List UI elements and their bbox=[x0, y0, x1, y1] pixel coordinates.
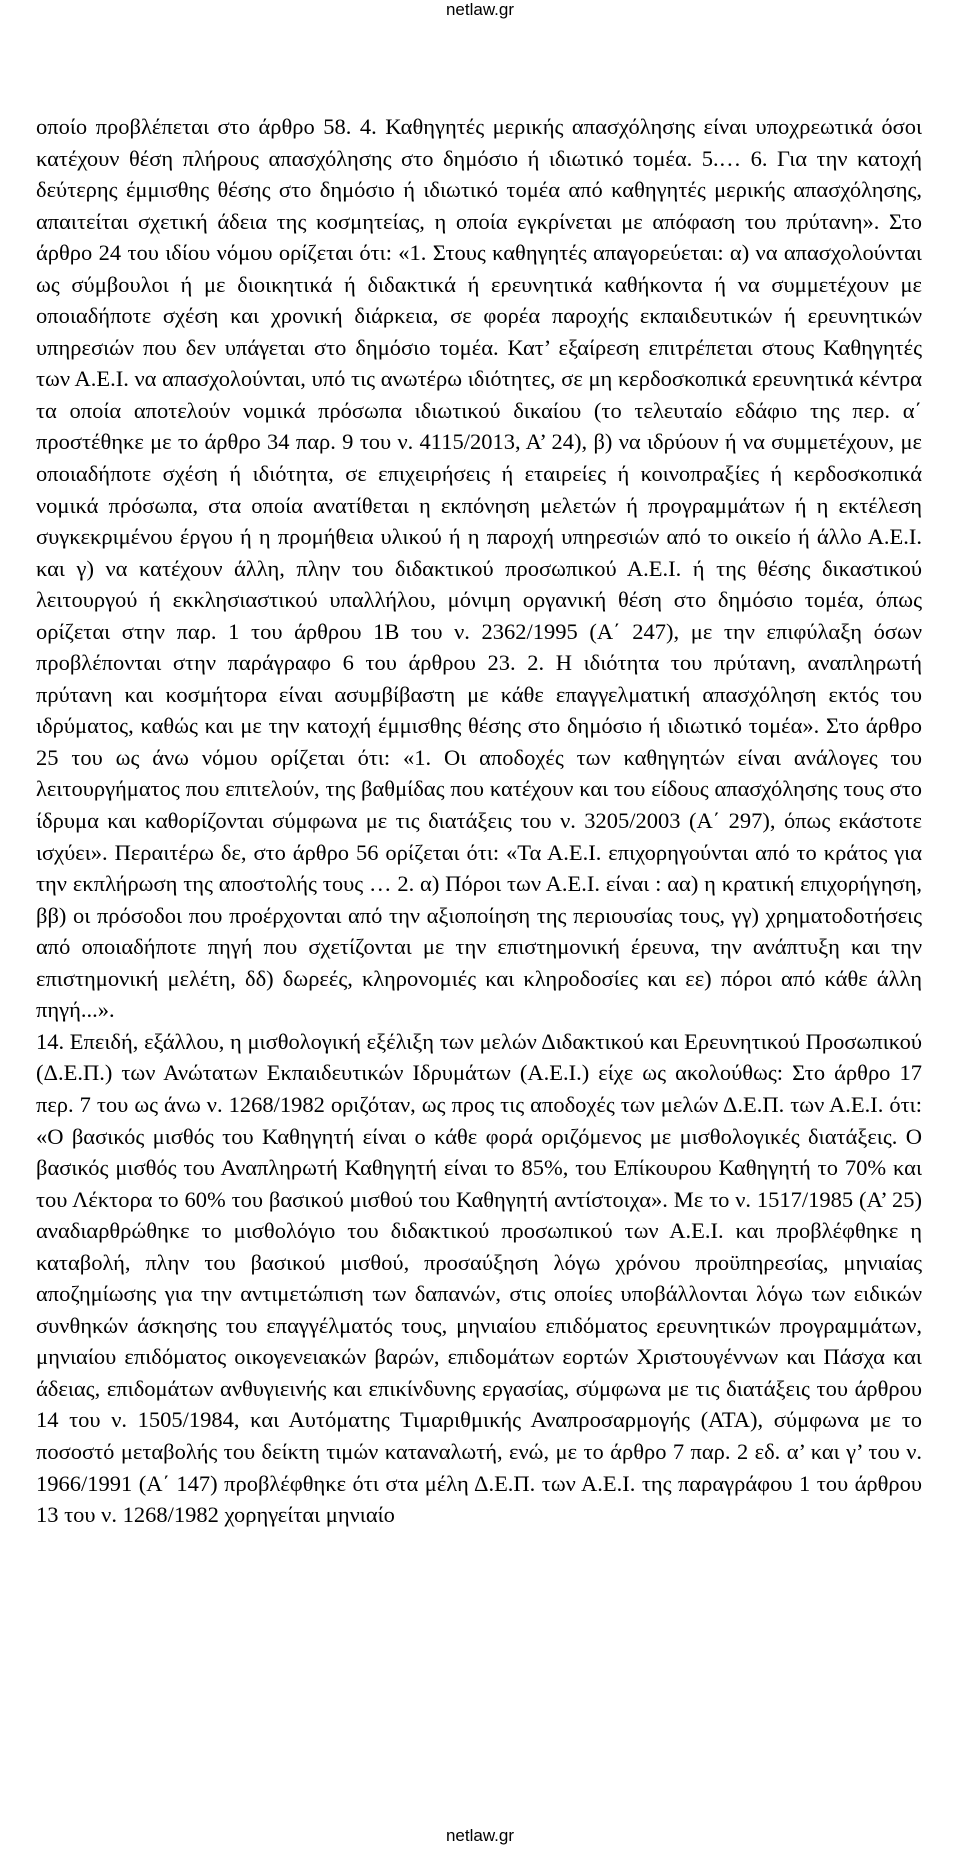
document-body bbox=[36, 111, 922, 1531]
paragraph-14: 14. Επειδή, εξάλλου, η μισθολογική εξέλιξη των μελών Διδακτικού και Ερευνητικού Προσωπικού (Δ.Ε.Π.) των Ανώτατων Εκπαιδευτικών Ιδρυμάτων (Α.Ε.Ι.) είχε ως ακολούθως: Στο άρθρο 17 περ. 7 του ως άνω ν. 1268/1982 οριζόταν, ως προς τις αποδοχές των μελών Δ.Ε.Π. των Α.Ε.Ι. ότι: «Ο βασικός μισθός του Καθηγητή είναι ο κάθε φορά οριζόμενος με μισθολογικές διατάξεις. Ο βασικός μισθός του Αναπληρωτή Καθηγητή είναι το 85%, του Επίκουρου Καθηγητή το 70% και του Λέκτορα το 60% του βασικού μισθού του Καθηγητή αντίστοιχα». Με το ν. 1517/1985 (Α’ 25) αναδιαρθρώθηκε το μισθολόγιο του διδακτικού προσωπικού των Α.Ε.Ι. και προβλέφθηκε η καταβολή, πλην του βασικού μισθού, προσαύξηση λόγω χρόνου προϋπηρεσίας, μηνιαίας αποζημίωσης για την αντιμετώπιση των δαπανών, στις οποίες υποβάλλονται λόγω των ειδικών συνθηκών άσκησης του επαγγέλματός τους, μηνιαίου επιδόματος ερευνητικών προγραμμάτων, μηνιαίου επιδόματος οικογενειακών βαρών, επιδομάτων εορτών Χριστουγέννων και Πάσχα και άδειας, επιδομάτων ανθυγιεινής και επικίνδυνης εργασίας, σύμφωνα με τις διατάξεις του άρθρου 14 του ν. 1505/1984, και Αυτόματης Τιμαριθμικής Αναπροσαρμογής (ΑΤΑ), σύμφωνα με το ποσοστό μεταβολής του δείκτη τιμών καταναλωτή, ενώ, με το άρθρο 7 παρ. 2 εδ. α’ και γ’ του ν. 1966/1991 (Α΄ 147) προβλέφθηκε ότι στα μέλη Δ.Ε.Π. των Α.Ε.Ι. της παραγράφου 1 του άρθρου 13 του ν. 1268/1982 χορηγείται μηνιαίο bbox=[36, 1028, 922, 1528]
site-footer: netlaw.gr bbox=[445, 1826, 515, 1845]
site-header: netlaw.gr bbox=[445, 0, 515, 19]
paragraph-continuation: οποίο προβλέπεται στο άρθρο 58. 4. Καθηγητές μερικής απασχόλησης είναι υποχρεωτικά όσοι κατέχουν θέση πλήρους απασχόλησης στο δημόσιο ή ιδιωτικό τομέα. 5.… 6. Για την κατοχή δεύτερης έμμισθης θέσης στο δημόσιο ή ιδιωτικό τομέα από καθηγητές μερικής απασχόλησης, απαιτείται σχετική άδεια της κοσμητείας, η οποία εγκρίνεται με απόφαση του πρύτανη». Στο άρθρο 24 του ιδίου νόμου ορίζεται ότι: «1. Στους καθηγητές απαγορεύεται: α) να απασχολούνται ως σύμβουλοι ή με διοικητικά ή διδακτικά ή ερευνητικά καθήκοντα ή να συμμετέχουν με οποιαδήποτε σχέση και χρονική διάρκεια, σε φορέα παροχής εκπαιδευτικών ή ερευνητικών υπηρεσιών που δεν υπάγεται στο δημόσιο τομέα. Κατ’ εξαίρεση επιτρέπεται στους Καθηγητές των Α.Ε.Ι. να απασχολούνται, υπό τις ανωτέρω ιδιότητες, σε μη κερδοσκοπικά ερευνητικά κέντρα τα οποία αποτελούν νομικά πρόσωπα ιδιωτικού δικαίου (το τελευταίο εδάφιο της περ. α΄ προστέθηκε με το άρθρο 34 παρ. 9 του ν. 4115/2013, Α’ 24), β) να ιδρύουν ή να συμμετέχουν, με οποιαδήποτε σχέση ή ιδιότητα, σε επιχειρήσεις ή εταιρείες ή κοινοπραξίες ή κερδοσκοπικά νομικά πρόσωπα, στα οποία ανατίθεται η εκπόνηση μελετών ή προγραμμάτων ή η εκτέλεση συγκεκριμένου έργου ή η προμήθεια υλικού ή η παροχή υπηρεσιών από το οικείο ή άλλο Α.Ε.Ι. και γ) να κατέχουν άλλη, πλην του διδακτικού προσωπικού Α.Ε.Ι. ή της θέσης δικαστικού λειτουργού ή εκκλησιαστικού υπαλλήλου, μόνιμη οργανική θέση στο δημόσιο τομέα, όπως ορίζεται στην παρ. 1 του άρθρου 1Β του ν. 2362/1995 (Α΄ 247), με την επιφύλαξη όσων προβλέπονται στην παράγραφο 6 του άρθρου 23. 2. Η ιδιότητα του πρύτανη, αναπληρωτή πρύτανη και κοσμήτορα είναι ασυμβίβαστη με κάθε επαγγελματική απασχόληση εκτός του ιδρύματος, καθώς και με την κατοχή έμμισθης θέσης στο δημόσιο ή ιδιωτικό τομέα». Στο άρθρο 25 του ως άνω νόμου ορίζεται ότι: «1. Οι αποδοχές των καθηγητών είναι ανάλογες του λειτουργήματος που επιτελούν, της βαθμίδας που κατέχουν και του είδους απασχόλησης τους στο ίδρυμα και καθορίζονται σύμφωνα με τις διατάξεις του ν. 3205/2003 (Α΄ 297), όπως εκάστοτε ισχύει». Περαιτέρω δε, στο άρθρο 56 ορίζεται ότι: «Τα Α.Ε.Ι. επιχορηγούνται από το κράτος για την εκπλήρωση της αποστολής τους … 2. α) Πόροι των Α.Ε.Ι. είναι : αα) η κρατική επιχορήγηση, ββ) οι πρόσοδοι που προέρχονται από την αξιοποίηση της περιουσίας τους, γγ) χρηματοδοτήσεις από οποιαδήποτε πηγή που σχετίζονται με την επιστημονική έρευνα, την ανάπτυξη και την επιστημονική μελέτη, δδ) δωρεές, κληρονομιές και κληροδοσίες και εε) πόροι από κάθε άλλη πηγή...». bbox=[36, 114, 922, 1023]
